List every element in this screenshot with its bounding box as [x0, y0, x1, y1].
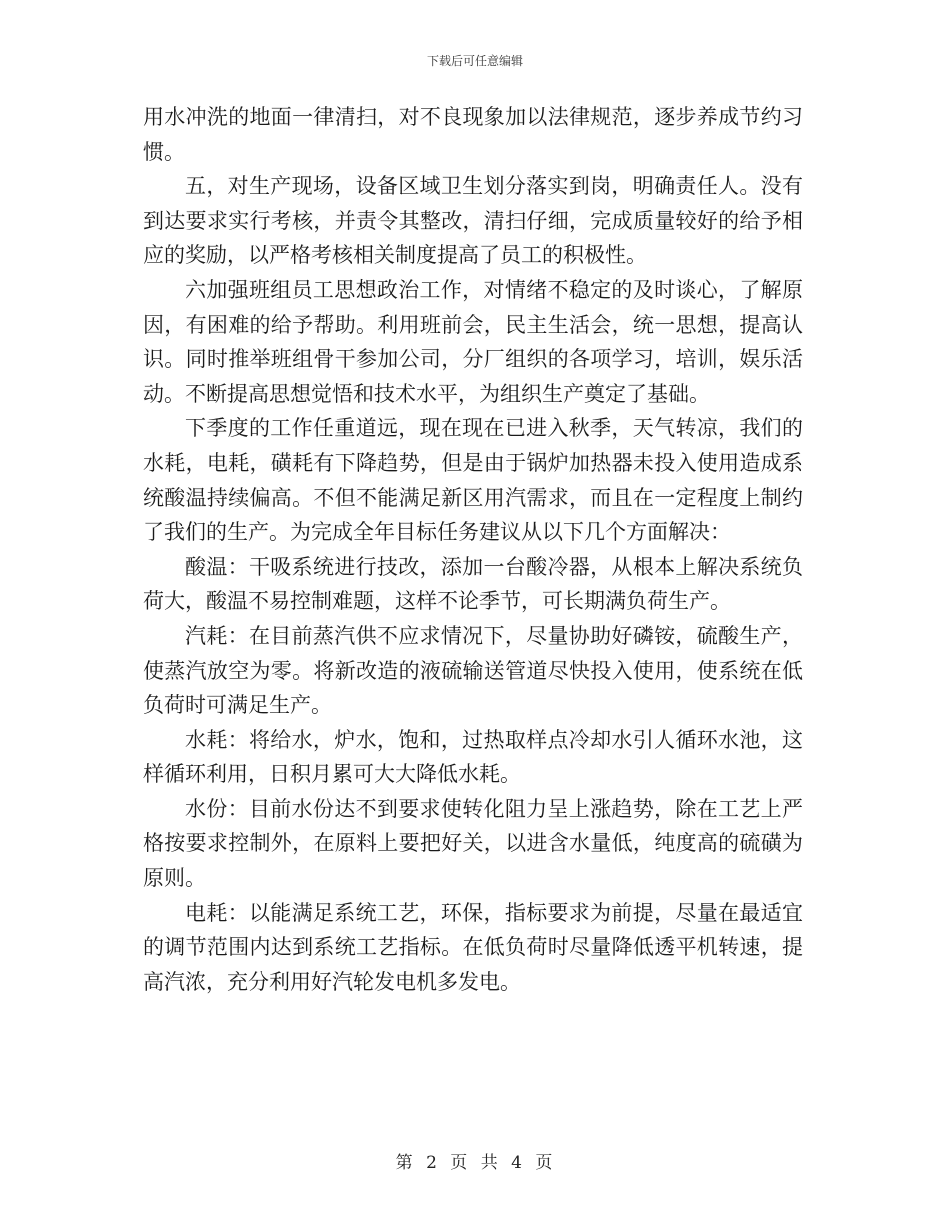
paragraph-6: 汽耗：在目前蒸汽供不应求情况下，尽量协助好磷铵，硫酸生产，使蒸汽放空为零。将新改造的液硫输送管道尽快投入使用，使系统在低负荷时可满足生产。 [143, 623, 803, 718]
paragraph-2: 五，对生产现场，设备区域卫生划分落实到岗，明确责任人。没有到达要求实行考核，并责令其整改，清扫仔细，完成质量较好的给予相应的奖励，以严格考核相关制度提高了员工的积极性。 [143, 174, 803, 268]
paragraph-8: 水份：目前水份达不到要求使转化阻力呈上涨趋势，除在工艺上严格按要求控制外，在原料上要把好关，以进含水量低，纯度高的硫磺为原则。 [143, 796, 803, 891]
document-body [143, 100, 803, 999]
paragraph-5: 酸温：干吸系统进行技改，添加一台酸冷器，从根本上解决系统负荷大，酸温不易控制难题，这样不论季节，可长期满负荷生产。 [143, 554, 803, 614]
paragraph-7: 水耗：将给水，炉水，饱和，过热取样点冷却水引人循环水池，这样循环利用，日积月累可大大降低水耗。 [143, 727, 803, 787]
page-number-footer: 第 2 页 共 4 页 [395, 1153, 555, 1173]
paragraph-9: 电耗：以能满足系统工艺，环保，指标要求为前提，尽量在最适宜的调节范围内达到系统工艺指标。在低负荷时尽量降低透平机转速，提高汽浓，充分利用好汽轮发电机多发电。 [143, 900, 803, 994]
paragraph-1: 用水冲洗的地面一律清扫，对不良现象加以法律规范，逐步养成节约习惯。 [143, 105, 803, 164]
paragraph-3: 六加强班组员工思想政治工作，对情绪不稳定的及时谈心，了解原因，有困难的给予帮助。利用班前会，民主生活会，统一思想，提高认识。同时推举班组骨干参加公司，分厂组织的各项学习，培训，娱乐活动。不断提高思想觉悟和技术水平，为组织生产奠定了基础。 [143, 277, 803, 406]
paragraph-4: 下季度的工作任重道远，现在现在已进入秋季，天气转凉，我们的水耗，电耗，磺耗有下降趋势，但是由于锅炉加热器未投入使用造成系统酸温持续偏高。不但不能满足新区用汽需求，而且在一定程度上制约了我们的生产。为完成全年目标任务建议从以下几个方面解决： [143, 416, 803, 545]
page-header-note: 下载后可任意编辑 [426, 54, 523, 68]
